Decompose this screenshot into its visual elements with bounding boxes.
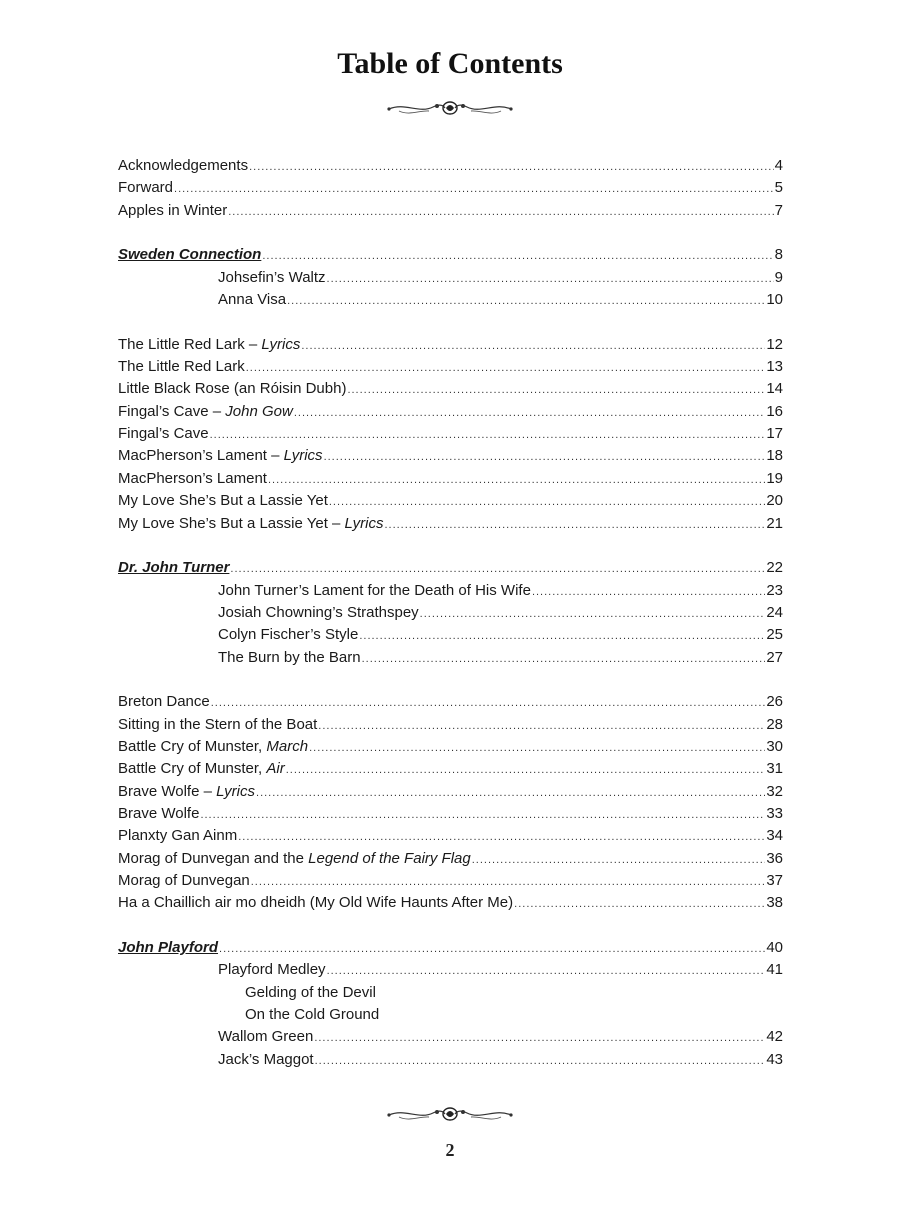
toc-page-number: 13 [766, 358, 783, 376]
dot-leader [324, 446, 766, 468]
toc-page-number: 26 [766, 693, 783, 711]
toc-entry-title: Jack’s Maggot [218, 1050, 314, 1068]
toc-entry[interactable] [118, 445, 783, 467]
toc-page-number: 41 [766, 961, 783, 979]
dot-leader [200, 804, 765, 826]
toc-entry-title: John Turner’s Lament for the Death of His Wife [218, 581, 531, 599]
dot-leader [211, 692, 766, 714]
toc-entry-title: Brave Wolfe – Lyrics [118, 782, 256, 800]
toc-entry[interactable] [118, 870, 783, 892]
toc-section-title: Dr. John Turner [118, 559, 230, 577]
toc-entry-title: Josiah Chowning’s Strathspey [218, 603, 419, 621]
toc-entry-title: Planxty Gan Ainm [118, 827, 238, 845]
toc-page-number: 5 [774, 179, 783, 197]
dot-leader [268, 469, 765, 491]
toc-subentry[interactable] [218, 1049, 783, 1071]
dot-leader [251, 871, 766, 893]
toc-entry-title: Fingal’s Cave – John Gow [118, 402, 293, 420]
toc-page-number: 42 [766, 1028, 783, 1046]
toc-page-number: 36 [766, 849, 783, 867]
dot-leader [315, 1050, 766, 1072]
toc-entry-title: On the Cold Ground [245, 1006, 380, 1024]
toc-entry-title: MacPherson’s Lament – Lyrics [118, 447, 323, 465]
toc-entry-title: MacPherson’s Lament [118, 469, 267, 487]
toc-subentry[interactable] [218, 580, 783, 602]
dot-leader [329, 491, 765, 513]
toc-entry[interactable] [118, 378, 783, 400]
toc-entry-title: Breton Dance [118, 693, 210, 711]
toc-section-title: John Playford [118, 939, 219, 957]
toc-page-number: 25 [766, 626, 783, 644]
toc-entry-title: Battle Cry of Munster, March [118, 737, 309, 755]
toc-subsubentry [245, 1004, 783, 1026]
toc-entry-title: Battle Cry of Munster, Air [118, 760, 285, 778]
dot-leader [472, 849, 766, 871]
ornament-flourish-icon [385, 96, 515, 120]
page-number: 2 [445, 1140, 455, 1160]
toc-entry-title: Forward [118, 179, 174, 197]
toc-entry-title: My Love She’s But a Lassie Yet [118, 492, 328, 510]
dot-leader [249, 156, 774, 178]
toc-page-number: 32 [766, 782, 783, 800]
toc-page-number: 30 [766, 737, 783, 755]
toc-entry-title: Acknowledgements [118, 157, 249, 174]
dot-leader [327, 960, 766, 982]
toc-page-number: 12 [766, 335, 783, 353]
toc-entry-title: Anna Visa [218, 291, 287, 309]
toc-entry[interactable] [118, 758, 783, 780]
toc-subentry[interactable] [218, 289, 783, 311]
page-title: Table of Contents [337, 47, 563, 80]
toc-page-number: 8 [774, 246, 783, 264]
toc-page-number: 9 [774, 268, 783, 286]
toc-entry[interactable] [118, 513, 783, 535]
dot-leader [246, 357, 766, 379]
toc-subsubentry [245, 982, 783, 1004]
toc-entry[interactable] [118, 892, 783, 914]
toc-entry[interactable] [118, 691, 783, 713]
dot-leader [384, 514, 765, 536]
toc-page-number: 22 [766, 559, 783, 577]
toc-entry-title: Morag of Dunvegan and the Legend of the Fairy Flag [118, 849, 471, 867]
dot-leader [256, 782, 765, 804]
toc-entry-title: The Little Red Lark – Lyrics [118, 335, 301, 353]
toc-entry[interactable] [118, 356, 783, 378]
dot-leader [309, 737, 765, 759]
toc-entry[interactable] [118, 468, 783, 490]
ornament-flourish-icon [385, 1102, 515, 1126]
toc-entry[interactable] [118, 401, 783, 423]
toc-page-number: 21 [766, 514, 783, 532]
toc-page-number: 20 [766, 492, 783, 510]
toc-entry-title: Gelding of the Devil [245, 983, 376, 1001]
toc-entry[interactable] [118, 848, 783, 870]
toc-entry[interactable] [118, 155, 783, 177]
toc-entry-title: Sitting in the Stern of the Boat [118, 715, 318, 733]
toc-page-number: 38 [766, 894, 783, 912]
toc-entry[interactable] [118, 781, 783, 803]
toc-page-number: 40 [766, 939, 783, 957]
toc-entry[interactable] [118, 423, 783, 445]
dot-leader [327, 268, 774, 290]
toc-entry-title: Playford Medley [218, 961, 326, 979]
toc-entry[interactable] [118, 200, 783, 222]
dot-leader [262, 245, 773, 267]
dot-leader [286, 759, 766, 781]
toc-subentry[interactable] [218, 602, 783, 624]
toc-page-number: 19 [766, 469, 783, 487]
toc-entry-title: Johsefin’s Waltz [218, 268, 326, 286]
toc-subentry[interactable] [218, 267, 783, 289]
dot-leader [532, 581, 765, 603]
toc-page-number: 18 [766, 447, 783, 465]
toc-subentry[interactable] [218, 624, 783, 646]
toc-page-number: 7 [774, 201, 783, 219]
toc-page-number: 28 [766, 715, 783, 733]
toc-entry[interactable] [118, 803, 783, 825]
toc-entry[interactable] [118, 334, 783, 356]
toc-entry-title: Apples in Winter [118, 201, 228, 219]
dot-leader [318, 715, 765, 737]
dot-leader [230, 558, 765, 580]
dot-leader [514, 893, 765, 915]
toc-entry[interactable] [118, 490, 783, 512]
toc-page-number: 4 [774, 157, 783, 174]
toc-entry-title: Fingal’s Cave [118, 425, 209, 443]
toc-entry-title: My Love She’s But a Lassie Yet – Lyrics [118, 514, 384, 532]
toc-subentry[interactable] [218, 647, 783, 669]
toc-page-number: 17 [766, 425, 783, 443]
toc-page-number: 33 [766, 804, 783, 822]
toc-subentry[interactable] [218, 959, 783, 981]
toc-section-title: Sweden Connection [118, 246, 262, 264]
toc-entry-title: Morag of Dunvegan [118, 872, 250, 889]
dot-leader [301, 335, 765, 357]
toc-entry-title: The Burn by the Barn [218, 648, 361, 666]
dot-leader [420, 603, 766, 625]
dot-leader [219, 938, 765, 960]
toc-page-number: 16 [766, 402, 783, 420]
toc-section-heading[interactable] [118, 937, 783, 959]
dot-leader [294, 402, 765, 424]
toc-page-number: 10 [766, 291, 783, 309]
toc-page-number: 23 [766, 581, 783, 599]
toc-page-number: 43 [766, 1050, 783, 1068]
toc-entry[interactable] [118, 736, 783, 758]
toc-entry-title: Little Black Rose (an Róisin Dubh) [118, 380, 347, 398]
dot-leader [314, 1027, 765, 1049]
dot-leader [347, 379, 765, 401]
dot-leader [174, 178, 774, 200]
dot-leader [210, 424, 766, 446]
toc-page-number: 34 [766, 827, 783, 845]
toc-entry[interactable] [118, 825, 783, 847]
dot-leader [238, 826, 765, 848]
toc-page-number: 37 [766, 872, 783, 889]
toc-entry[interactable] [118, 714, 783, 736]
toc-entry-title: Colyn Fischer’s Style [218, 626, 359, 644]
toc-page-number: 24 [766, 603, 783, 621]
toc-page-number: 14 [766, 380, 783, 398]
toc-list [0, 155, 900, 1071]
toc-page-number: 27 [766, 648, 783, 666]
dot-leader [228, 201, 773, 223]
toc-entry[interactable] [118, 177, 783, 199]
dot-leader [362, 648, 766, 670]
dot-leader [359, 625, 765, 647]
toc-entry-title: The Little Red Lark [118, 358, 245, 376]
toc-entry-title: Wallom Green [218, 1028, 314, 1046]
toc-entry-title: Ha a Chaillich air mo dheidh (My Old Wife Haunts After Me) [118, 894, 514, 912]
dot-leader [287, 290, 765, 312]
toc-subentry[interactable] [218, 1026, 783, 1048]
toc-entry-title: Brave Wolfe [118, 804, 200, 822]
toc-page-number: 31 [766, 760, 783, 778]
toc-section-heading[interactable] [118, 557, 783, 579]
toc-section-heading[interactable] [118, 244, 783, 266]
